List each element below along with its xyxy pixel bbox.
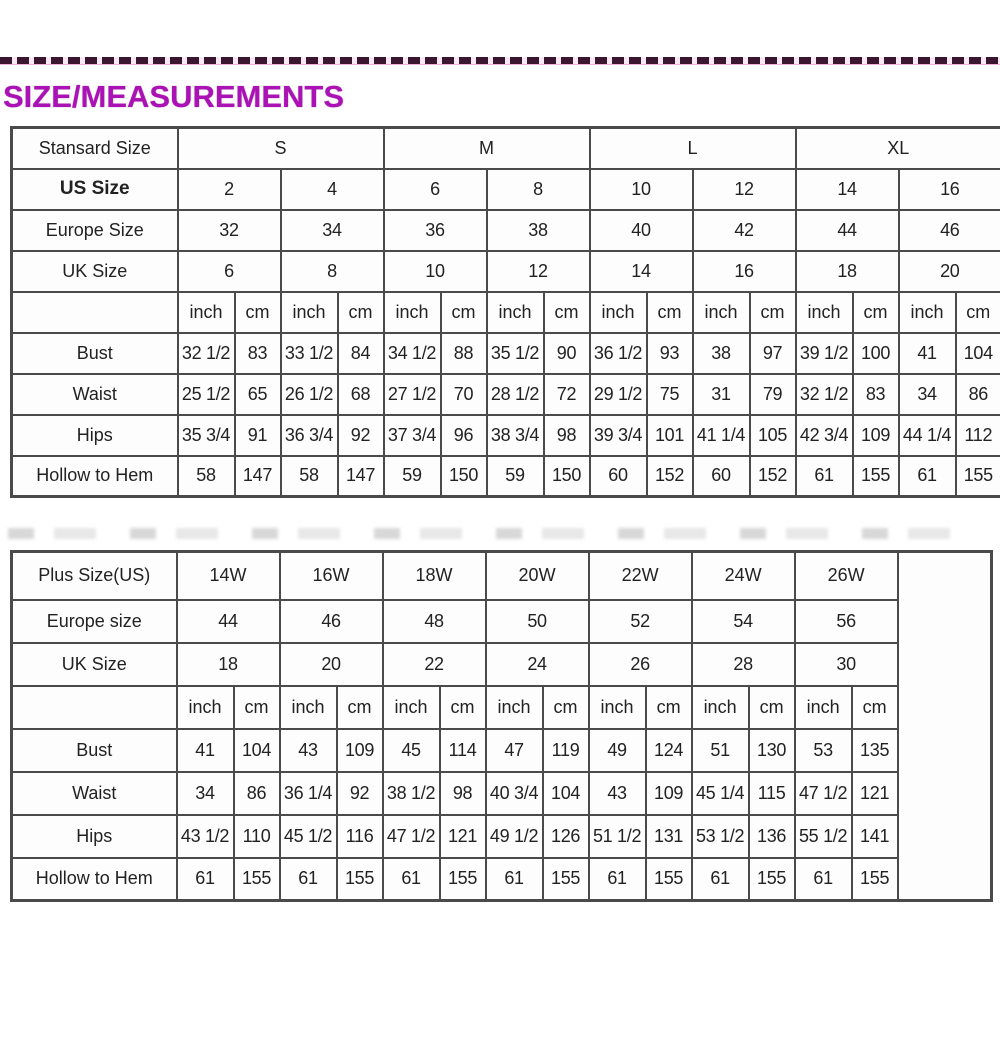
measurement-value-cell: 58 (281, 456, 338, 497)
measurement-value-cell: 55 1/2 (795, 815, 852, 858)
measurement-row (12, 333, 1000, 374)
measurement-value-cell: 155 (234, 858, 280, 901)
size-value-cell: 50 (486, 600, 589, 643)
size-value-cell: 30 (795, 643, 898, 686)
size-value-cell: 26 (589, 643, 692, 686)
plus-size-table (10, 550, 993, 902)
measurement-value-cell: 96 (441, 415, 487, 456)
measurement-value-cell: 112 (956, 415, 1000, 456)
size-value-cell: 32 (178, 210, 281, 251)
measurement-value-cell: 35 1/2 (487, 333, 544, 374)
size-value-cell: 16 (693, 251, 796, 292)
inch-unit-cell: inch (693, 292, 750, 333)
measurement-value-cell: 36 1/4 (280, 772, 337, 815)
size-value-cell: 38 (487, 210, 590, 251)
size-value-cell: 46 (899, 210, 1000, 251)
unit-header-row (12, 686, 992, 729)
measurement-value-cell: 45 (383, 729, 440, 772)
measurement-value-cell: 68 (338, 374, 384, 415)
measurement-value-cell: 43 1/2 (177, 815, 234, 858)
measurement-value-cell: 93 (647, 333, 693, 374)
measurement-value-cell: 115 (749, 772, 795, 815)
measurement-value-cell: 150 (544, 456, 590, 497)
measurement-value-cell: 53 (795, 729, 852, 772)
cm-unit-cell: cm (647, 292, 693, 333)
measurement-value-cell: 130 (749, 729, 795, 772)
measurement-value-cell: 79 (750, 374, 796, 415)
measurement-value-cell: 105 (750, 415, 796, 456)
measurement-value-cell: 34 1/2 (384, 333, 441, 374)
row-label: UK Size (12, 251, 178, 292)
row-label: Hollow to Hem (12, 456, 178, 497)
size-value-cell: 24 (486, 643, 589, 686)
cm-unit-cell: cm (440, 686, 486, 729)
measurement-value-cell: 147 (235, 456, 281, 497)
measurement-value-cell: 43 (280, 729, 337, 772)
cm-unit-cell: cm (234, 686, 280, 729)
measurement-value-cell: 84 (338, 333, 384, 374)
size-value-cell: 18 (177, 643, 280, 686)
measurement-value-cell: 86 (956, 374, 1000, 415)
row-label: Waist (12, 374, 178, 415)
measurement-value-cell: 72 (544, 374, 590, 415)
size-value-cell: 14 (590, 251, 693, 292)
measurement-value-cell: 75 (647, 374, 693, 415)
measurement-value-cell: 86 (234, 772, 280, 815)
size-value-cell: 48 (383, 600, 486, 643)
measurement-value-cell: 155 (543, 858, 589, 901)
measurement-value-cell: 121 (440, 815, 486, 858)
page-title: SIZE/MEASUREMENTS (3, 79, 1000, 115)
size-value-cell: 34 (281, 210, 384, 251)
measurement-value-cell: 61 (177, 858, 234, 901)
measurement-value-cell: 155 (440, 858, 486, 901)
measurement-value-cell: 61 (280, 858, 337, 901)
measurement-value-cell: 135 (852, 729, 898, 772)
size-value-cell: 2 (178, 169, 281, 210)
measurement-value-cell: 49 1/2 (486, 815, 543, 858)
size-value-cell: 8 (487, 169, 590, 210)
inch-unit-cell: inch (795, 686, 852, 729)
measurement-value-cell: 41 (177, 729, 234, 772)
measurement-value-cell: 98 (440, 772, 486, 815)
measurement-value-cell: 83 (235, 333, 281, 374)
cm-unit-cell: cm (852, 686, 898, 729)
measurement-value-cell: 37 3/4 (384, 415, 441, 456)
measurement-value-cell: 47 (486, 729, 543, 772)
measurement-value-cell: 92 (337, 772, 383, 815)
inch-unit-cell: inch (281, 292, 338, 333)
measurement-value-cell: 61 (795, 858, 852, 901)
corner-label: Stansard Size (12, 128, 178, 169)
measurement-value-cell: 110 (234, 815, 280, 858)
measurement-value-cell: 51 1/2 (589, 815, 646, 858)
size-value-cell: 54 (692, 600, 795, 643)
standard-size-table (10, 126, 1000, 498)
measurement-value-cell: 104 (543, 772, 589, 815)
measurement-value-cell: 47 1/2 (383, 815, 440, 858)
measurement-value-cell: 35 3/4 (178, 415, 235, 456)
cm-unit-cell: cm (337, 686, 383, 729)
size-value-cell: 20 (280, 643, 383, 686)
inch-unit-cell: inch (383, 686, 440, 729)
size-value-cell: 52 (589, 600, 692, 643)
measurement-value-cell: 34 (899, 374, 956, 415)
measurement-value-cell: 49 (589, 729, 646, 772)
unit-header-row (12, 292, 1000, 333)
measurement-value-cell: 27 1/2 (384, 374, 441, 415)
measurement-value-cell: 88 (441, 333, 487, 374)
row-label: Europe size (12, 600, 177, 643)
measurement-value-cell: 29 1/2 (590, 374, 647, 415)
cm-unit-cell: cm (750, 292, 796, 333)
measurement-value-cell: 34 (177, 772, 234, 815)
size-value-cell: 8 (281, 251, 384, 292)
size-value-cell: 44 (796, 210, 899, 251)
measurement-value-cell: 131 (646, 815, 692, 858)
measurement-value-cell: 155 (852, 858, 898, 901)
size-row (12, 251, 1000, 292)
measurement-row (12, 858, 992, 901)
size-group-row (12, 128, 1000, 169)
measurement-value-cell: 61 (796, 456, 853, 497)
cm-unit-cell: cm (338, 292, 384, 333)
size-row (12, 643, 992, 686)
size-group-cell: M (384, 128, 590, 169)
measurement-value-cell: 121 (852, 772, 898, 815)
size-value-cell: 42 (693, 210, 796, 251)
size-value-cell: 40 (590, 210, 693, 251)
measurement-row (12, 456, 1000, 497)
row-label-blank (12, 292, 178, 333)
size-value-cell: 18 (796, 251, 899, 292)
measurement-value-cell: 92 (338, 415, 384, 456)
measurement-value-cell: 39 1/2 (796, 333, 853, 374)
empty-column-cell (898, 552, 992, 901)
row-label: Waist (12, 772, 177, 815)
measurement-value-cell: 60 (693, 456, 750, 497)
measurement-value-cell: 32 1/2 (178, 333, 235, 374)
measurement-value-cell: 104 (956, 333, 1000, 374)
measurement-value-cell: 41 (899, 333, 956, 374)
size-group-cell: 24W (692, 552, 795, 600)
cm-unit-cell: cm (853, 292, 899, 333)
size-group-cell: 26W (795, 552, 898, 600)
inch-unit-cell: inch (899, 292, 956, 333)
measurement-value-cell: 61 (692, 858, 749, 901)
inch-unit-cell: inch (384, 292, 441, 333)
measurement-value-cell: 136 (749, 815, 795, 858)
measurement-value-cell: 32 1/2 (796, 374, 853, 415)
size-group-cell: 18W (383, 552, 486, 600)
cm-unit-cell: cm (235, 292, 281, 333)
size-group-cell: 14W (177, 552, 280, 600)
measurement-value-cell: 38 1/2 (383, 772, 440, 815)
size-value-cell: 56 (795, 600, 898, 643)
measurement-value-cell: 155 (956, 456, 1000, 497)
measurement-value-cell: 155 (749, 858, 795, 901)
measurement-value-cell: 44 1/4 (899, 415, 956, 456)
row-label: Hollow to Hem (12, 858, 177, 901)
corner-label: Plus Size(US) (12, 552, 177, 600)
measurement-value-cell: 38 (693, 333, 750, 374)
size-group-cell: 22W (589, 552, 692, 600)
size-value-cell: 10 (384, 251, 487, 292)
measurement-value-cell: 101 (647, 415, 693, 456)
row-label: Hips (12, 815, 177, 858)
cm-unit-cell: cm (646, 686, 692, 729)
size-row (12, 600, 992, 643)
measurement-value-cell: 53 1/2 (692, 815, 749, 858)
measurement-row (12, 729, 992, 772)
size-value-cell: 6 (178, 251, 281, 292)
measurement-row (12, 815, 992, 858)
size-value-cell: 4 (281, 169, 384, 210)
cm-unit-cell: cm (749, 686, 795, 729)
measurement-value-cell: 155 (646, 858, 692, 901)
measurement-value-cell: 61 (899, 456, 956, 497)
size-value-cell: 46 (280, 600, 383, 643)
measurement-value-cell: 28 1/2 (487, 374, 544, 415)
cm-unit-cell: cm (441, 292, 487, 333)
measurement-value-cell: 47 1/2 (795, 772, 852, 815)
size-value-cell: 12 (487, 251, 590, 292)
measurement-value-cell: 58 (178, 456, 235, 497)
measurement-row (12, 374, 1000, 415)
row-label: UK Size (12, 643, 177, 686)
size-value-cell: 12 (693, 169, 796, 210)
inch-unit-cell: inch (589, 686, 646, 729)
measurement-value-cell: 155 (337, 858, 383, 901)
blurred-watermark-band (8, 528, 983, 539)
dashed-divider-line (0, 57, 1000, 64)
row-label: Hips (12, 415, 178, 456)
inch-unit-cell: inch (177, 686, 234, 729)
measurement-value-cell: 36 3/4 (281, 415, 338, 456)
row-label: US Size (12, 169, 178, 210)
measurement-value-cell: 109 (337, 729, 383, 772)
measurement-value-cell: 42 3/4 (796, 415, 853, 456)
measurement-value-cell: 65 (235, 374, 281, 415)
measurement-row (12, 772, 992, 815)
cm-unit-cell: cm (543, 686, 589, 729)
measurement-value-cell: 25 1/2 (178, 374, 235, 415)
measurement-value-cell: 38 3/4 (487, 415, 544, 456)
size-value-cell: 14 (796, 169, 899, 210)
measurement-value-cell: 33 1/2 (281, 333, 338, 374)
size-value-cell: 20 (899, 251, 1000, 292)
size-group-cell: S (178, 128, 384, 169)
inch-unit-cell: inch (178, 292, 235, 333)
size-value-cell: 28 (692, 643, 795, 686)
measurement-value-cell: 141 (852, 815, 898, 858)
measurement-value-cell: 61 (589, 858, 646, 901)
measurement-value-cell: 70 (441, 374, 487, 415)
size-row (12, 169, 1000, 210)
measurement-value-cell: 61 (486, 858, 543, 901)
measurement-value-cell: 155 (853, 456, 899, 497)
inch-unit-cell: inch (590, 292, 647, 333)
measurement-value-cell: 40 3/4 (486, 772, 543, 815)
inch-unit-cell: inch (796, 292, 853, 333)
measurement-value-cell: 43 (589, 772, 646, 815)
size-value-cell: 6 (384, 169, 487, 210)
measurement-value-cell: 26 1/2 (281, 374, 338, 415)
measurement-value-cell: 91 (235, 415, 281, 456)
measurement-value-cell: 31 (693, 374, 750, 415)
measurement-value-cell: 45 1/4 (692, 772, 749, 815)
measurement-row (12, 415, 1000, 456)
measurement-value-cell: 114 (440, 729, 486, 772)
measurement-value-cell: 61 (383, 858, 440, 901)
measurement-value-cell: 150 (441, 456, 487, 497)
row-label: Bust (12, 729, 177, 772)
measurement-value-cell: 104 (234, 729, 280, 772)
measurement-value-cell: 147 (338, 456, 384, 497)
measurement-value-cell: 116 (337, 815, 383, 858)
measurement-value-cell: 152 (647, 456, 693, 497)
measurement-value-cell: 59 (384, 456, 441, 497)
measurement-value-cell: 36 1/2 (590, 333, 647, 374)
size-value-cell: 10 (590, 169, 693, 210)
size-value-cell: 22 (383, 643, 486, 686)
measurement-value-cell: 45 1/2 (280, 815, 337, 858)
measurement-value-cell: 60 (590, 456, 647, 497)
measurement-value-cell: 119 (543, 729, 589, 772)
measurement-value-cell: 109 (646, 772, 692, 815)
size-group-cell: L (590, 128, 796, 169)
size-value-cell: 44 (177, 600, 280, 643)
measurement-value-cell: 152 (750, 456, 796, 497)
measurement-value-cell: 100 (853, 333, 899, 374)
size-group-cell: 20W (486, 552, 589, 600)
measurement-value-cell: 59 (487, 456, 544, 497)
measurement-value-cell: 124 (646, 729, 692, 772)
cm-unit-cell: cm (544, 292, 590, 333)
size-value-cell: 16 (899, 169, 1000, 210)
inch-unit-cell: inch (692, 686, 749, 729)
row-label: Bust (12, 333, 178, 374)
measurement-value-cell: 41 1/4 (693, 415, 750, 456)
measurement-value-cell: 90 (544, 333, 590, 374)
inch-unit-cell: inch (486, 686, 543, 729)
cm-unit-cell: cm (956, 292, 1000, 333)
measurement-value-cell: 109 (853, 415, 899, 456)
measurement-value-cell: 97 (750, 333, 796, 374)
measurement-value-cell: 126 (543, 815, 589, 858)
measurement-value-cell: 83 (853, 374, 899, 415)
inch-unit-cell: inch (487, 292, 544, 333)
size-group-row (12, 552, 992, 600)
measurement-value-cell: 39 3/4 (590, 415, 647, 456)
inch-unit-cell: inch (280, 686, 337, 729)
size-group-cell: XL (796, 128, 1000, 169)
row-label: Europe Size (12, 210, 178, 251)
size-value-cell: 36 (384, 210, 487, 251)
size-group-cell: 16W (280, 552, 383, 600)
measurement-value-cell: 51 (692, 729, 749, 772)
row-label-blank (12, 686, 177, 729)
size-row (12, 210, 1000, 251)
measurement-value-cell: 98 (544, 415, 590, 456)
